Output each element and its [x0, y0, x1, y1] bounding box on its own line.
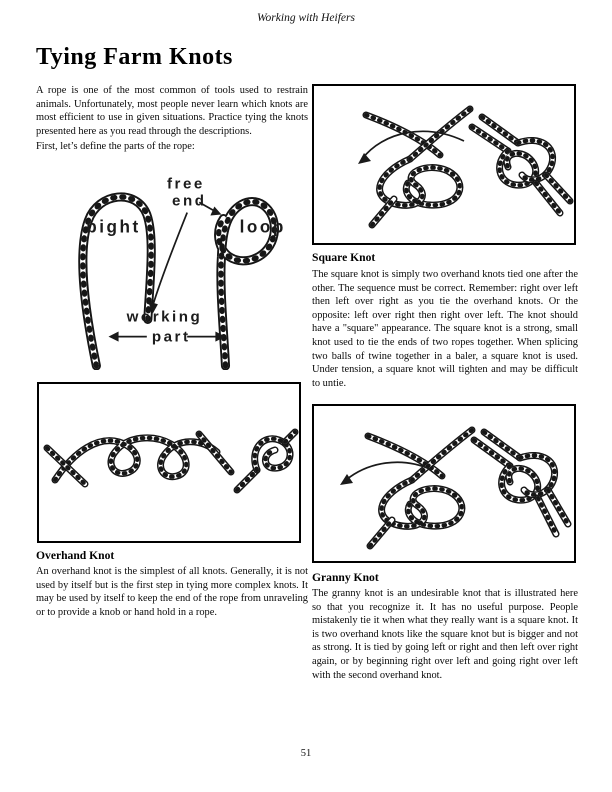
intro-lead-in: First, let’s define the parts of the rope:	[36, 141, 195, 152]
free-end-label-line1: free	[166, 175, 205, 193]
overhand-knot-figure	[37, 382, 301, 543]
square-paragraph: The square knot is simply two overhand knots tied one after the other. The sequence must be correct. Remember: right over left then left over right as you tie the overhand knots. Or the opposite: left over right then right over left. The knot should have a "square" appearance. The square knot is a strong, small knot used to tie the ends of two ropes together. When splicing two balls of twine together in a baler, a square knot is used. Under tension, a square knot will tighten and may be difficult to untie.	[312, 269, 578, 389]
working-label: working	[126, 308, 203, 326]
square-knot-illustration	[314, 86, 574, 243]
overhand-knot-illustration	[39, 384, 299, 541]
square-knot-figure	[312, 84, 576, 245]
square-arrowhead-icon	[358, 153, 371, 164]
free-end-arrow	[153, 213, 187, 306]
rope-parts-illustration	[52, 168, 284, 370]
page-title: Tying Farm Knots	[36, 44, 233, 70]
free-end-loop-arrowhead-icon	[210, 206, 221, 215]
granny-knot-figure	[312, 404, 576, 563]
granny-knot-illustration	[314, 406, 574, 561]
intro-paragraph: A rope is one of the most common of tools used to restrain animals. Unfortunately, most people never learn which knots are most efficient to use in given situations. Practice tying the knots presented here as you read through the descriptions.	[36, 85, 308, 137]
granny-paragraph: The granny knot is an undesirable knot that is illustrated here so that you recognize it. It has no useful purpose. People mistakenly tie it when what they really want is a square knot. It is two overhand knots like the square knot but is bigger and not as strong. It is tied by going left or right and then left over right again, or by beginning right over left and going right over left with the second overhand knot.	[312, 588, 578, 681]
bight-label: bight	[86, 216, 141, 237]
section-heading-square: Square Knot	[312, 251, 376, 264]
page-number: 51	[300, 748, 312, 759]
part-label: part	[151, 328, 191, 346]
overhand-paragraph: An overhand knot is the simplest of all knots. Generally, it is not used by itself but is the first step in tying more complex knots. It may be used by itself to keep the end of the rope from unraveling or to provide a knob or hand hold in a rope.	[36, 566, 308, 618]
section-heading-granny: Granny Knot	[312, 571, 379, 584]
working-part-left-arrowhead-icon	[108, 332, 118, 342]
section-heading-overhand: Overhand Knot	[36, 549, 115, 562]
free-end-label-line2: end	[172, 192, 207, 210]
loop-label: loop	[239, 216, 284, 237]
running-header: Working with Heifers	[257, 12, 355, 24]
rope-parts-figure	[52, 168, 284, 375]
